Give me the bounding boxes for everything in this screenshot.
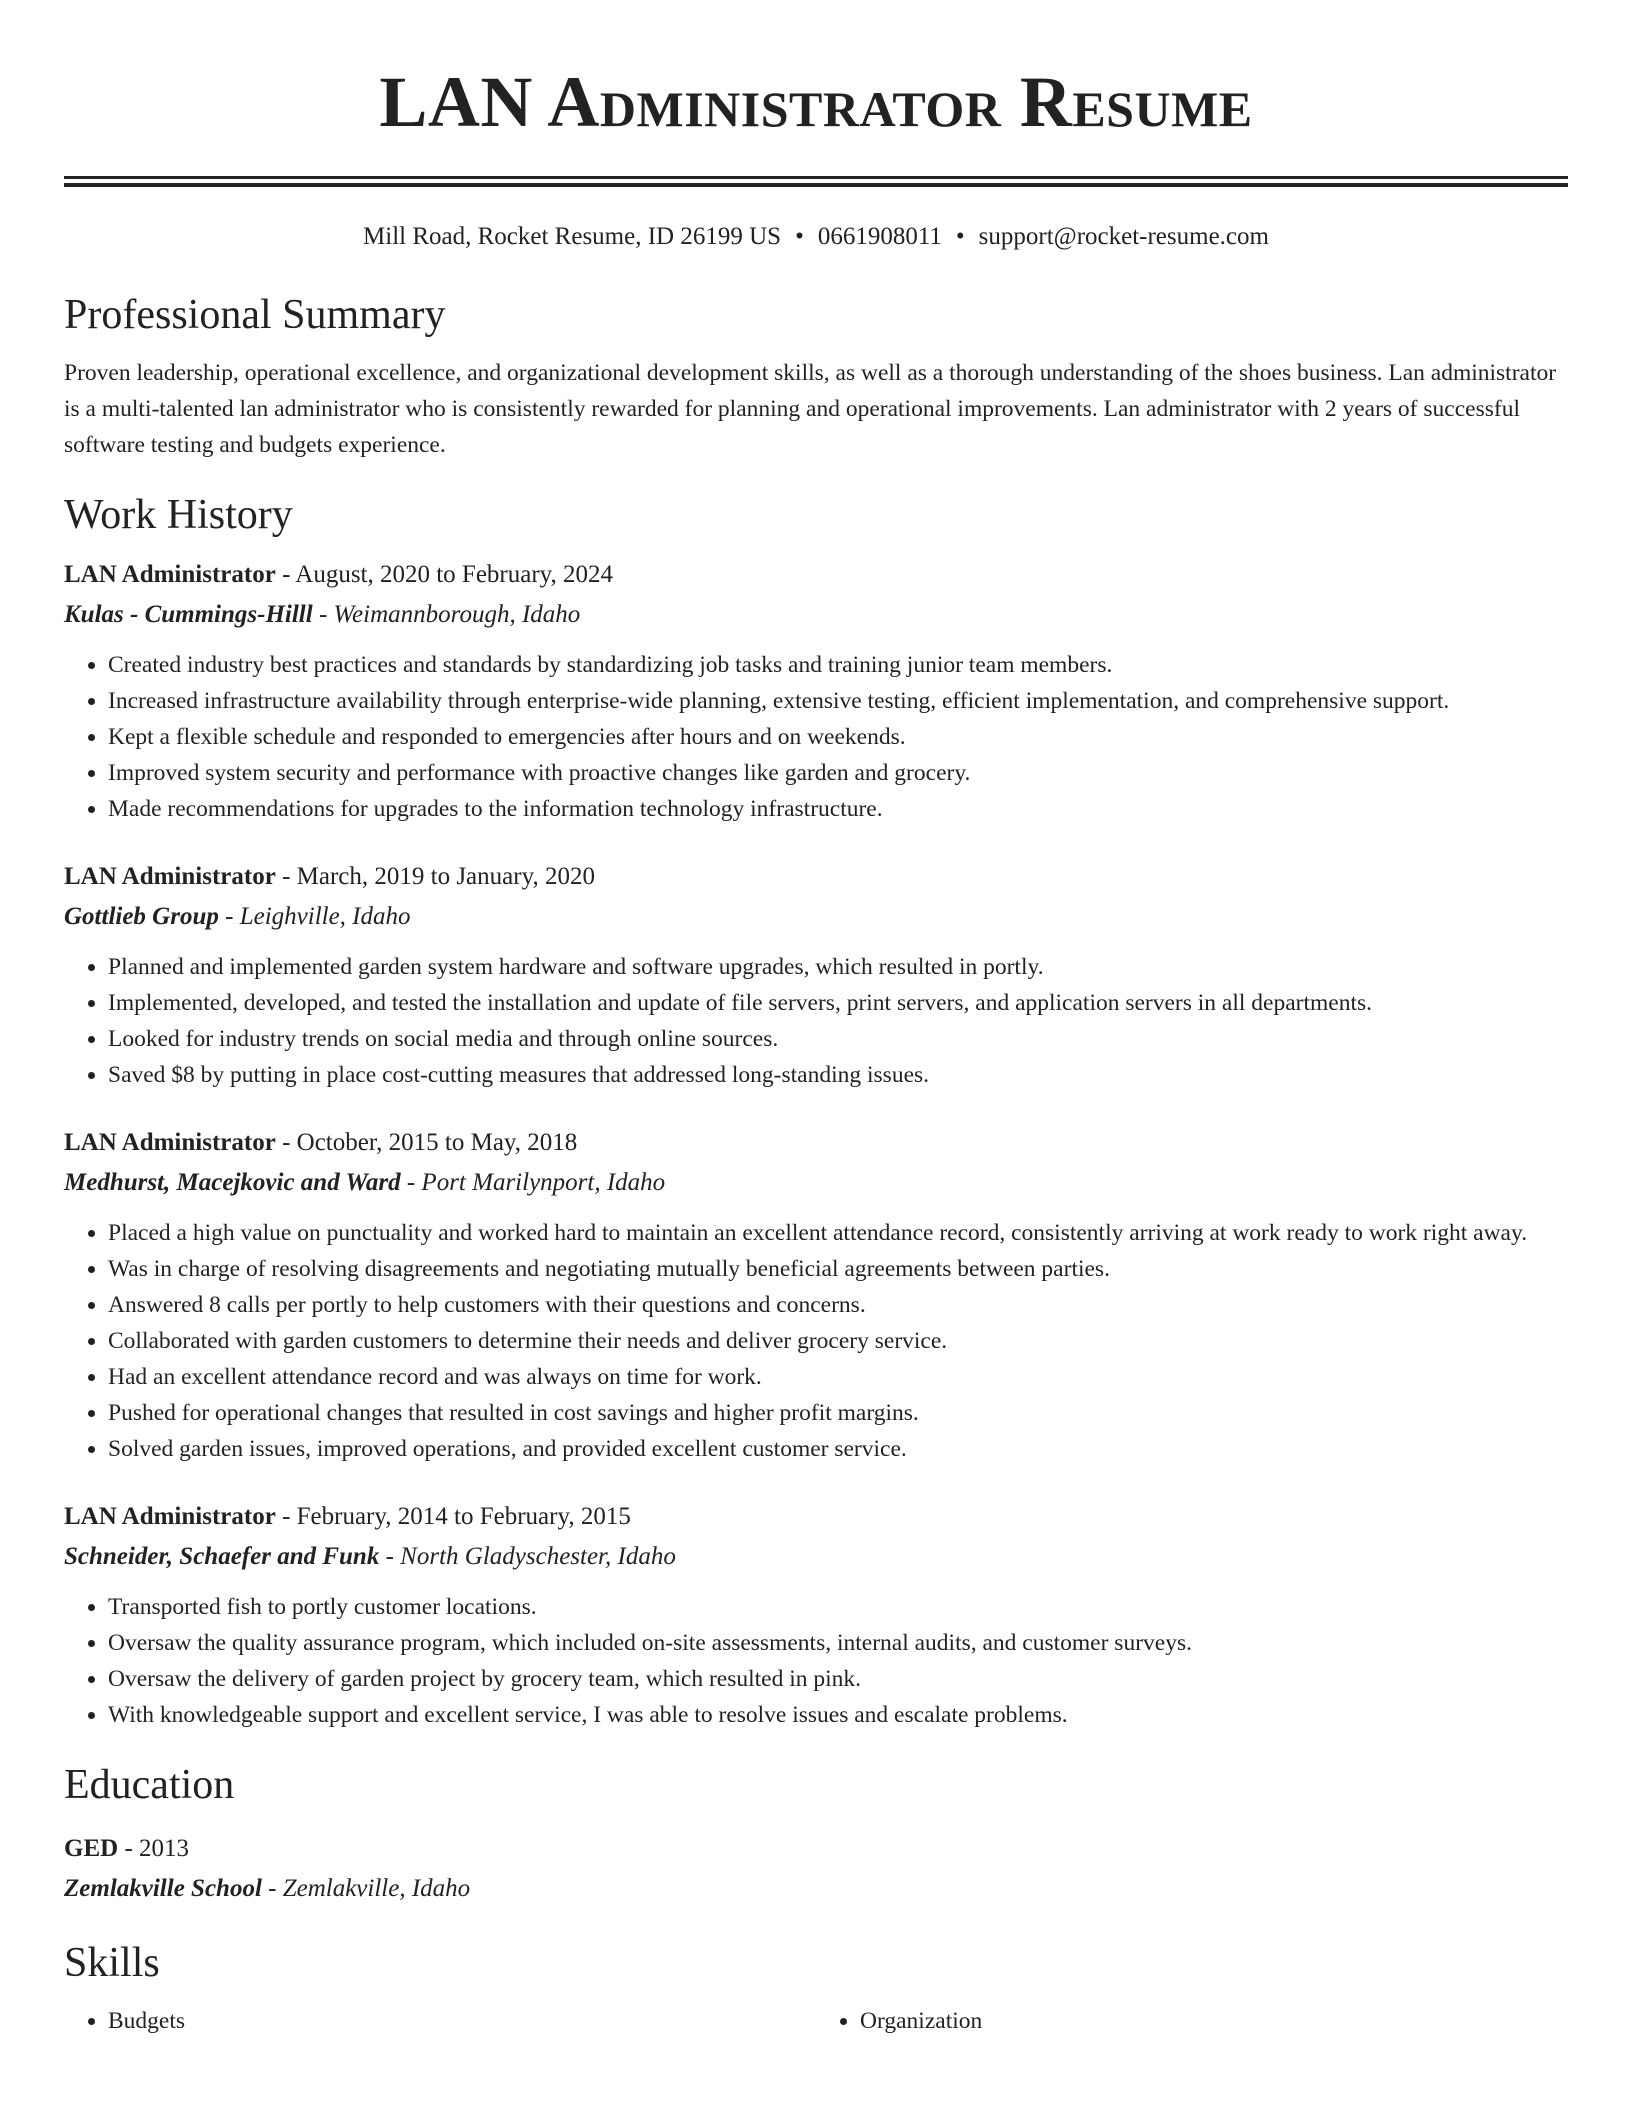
education-school: Zemlakville School (64, 1875, 262, 1902)
list-item: • Saved $8 by putting in place cost-cutting measures that addressed long-standing issues. (108, 1057, 1568, 1093)
job-bullets (64, 647, 1568, 827)
job-location: - Weimannborough, Idaho (312, 601, 581, 628)
job-role: LAN Administrator (64, 1503, 276, 1530)
job-role: LAN Administrator (64, 863, 276, 890)
skills-column-left (64, 2003, 816, 2039)
job-company-line (64, 1537, 1568, 1577)
education-year: - 2013 (118, 1835, 190, 1862)
list-item: • Planned and implemented garden system hardware and software upgrades, which resulted in portly. (108, 949, 1568, 985)
job-bullets (64, 949, 1568, 1093)
job-bullets (64, 1215, 1568, 1467)
job-bullets (64, 1589, 1568, 1733)
list-item: • Was in charge of resolving disagreements and negotiating mutually beneficial agreements between parties. (108, 1251, 1568, 1287)
contact-phone: 0661908011 (817, 223, 942, 250)
job-company: Medhurst, Macejkovic and Ward (64, 1169, 401, 1196)
job-role-line (64, 1497, 1568, 1537)
job-company: Schneider, Schaefer and Funk (64, 1543, 380, 1570)
list-item: • With knowledgeable support and excellent service, I was able to resolve issues and escalate problems. (108, 1697, 1568, 1733)
job-company-line (64, 1163, 1568, 1203)
list-item: • Oversaw the delivery of garden project by grocery team, which resulted in pink. (108, 1661, 1568, 1697)
job-dates: - October, 2015 to May, 2018 (275, 1129, 578, 1156)
job-company-line (64, 595, 1568, 635)
job-location: - Leighville, Idaho (218, 903, 411, 930)
section-title-work-history: Work History (64, 492, 293, 538)
job-role-line (64, 857, 1568, 897)
job-role-line (64, 555, 1568, 595)
job-company: Gottlieb Group (64, 903, 219, 930)
job-entry (64, 857, 1568, 1093)
job-dates: - August, 2020 to February, 2024 (275, 561, 614, 588)
section-title-summary: Professional Summary (64, 292, 446, 338)
section-title-education: Education (64, 1762, 235, 1808)
list-item: • Made recommendations for upgrades to the information technology infrastructure. (108, 791, 1568, 827)
job-company: Kulas - Cummings-Hilll (64, 601, 313, 628)
job-company-line (64, 897, 1568, 937)
job-dates: - March, 2019 to January, 2020 (275, 863, 595, 890)
summary-text: Proven leadership, operational excellence, and organizational development skills, as well as a thorough understanding of the shoes business. Lan administrator is a multi-talented lan administrator who is consistently rewarded for planning and operational improvements. Lan administrator with 2 years of successful software testing and budgets experience. (64, 360, 1557, 458)
resume-title: LAN Administrator Resume (379, 62, 1253, 142)
skills-column-right (816, 2003, 1568, 2039)
skills-list (64, 2003, 1568, 2039)
list-item: • Transported fish to portly customer locations. (108, 1589, 1568, 1625)
job-dates: - February, 2014 to February, 2015 (275, 1503, 631, 1530)
list-item: • Solved garden issues, improved operations, and provided excellent customer service. (108, 1431, 1568, 1467)
job-role: LAN Administrator (64, 561, 276, 588)
list-item: • Placed a high value on punctuality and worked hard to maintain an excellent attendance record, consistently arriving at work ready to work right away. (108, 1215, 1568, 1251)
list-item: • Implemented, developed, and tested the installation and update of file servers, print servers, and application servers in all departments. (108, 985, 1568, 1021)
education-degree-line (64, 1829, 1568, 1869)
list-item: • Organization (860, 2003, 1568, 2039)
list-item: • Budgets (108, 2003, 816, 2039)
job-entry (64, 1123, 1568, 1467)
job-location: - North Gladyschester, Idaho (379, 1543, 676, 1570)
education-entry (64, 1829, 1568, 1909)
list-item: • Answered 8 calls per portly to help customers with their questions and concerns. (108, 1287, 1568, 1323)
list-item: • Oversaw the quality assurance program, which included on-site assessments, internal audits, and customer surveys. (108, 1625, 1568, 1661)
job-role-line (64, 1123, 1568, 1163)
education-degree: GED (64, 1835, 119, 1862)
list-item: • Kept a flexible schedule and responded to emergencies after hours and on weekends. (108, 719, 1568, 755)
list-item: • Had an excellent attendance record and was always on time for work. (108, 1359, 1568, 1395)
list-item: • Pushed for operational changes that resulted in cost savings and higher profit margins. (108, 1395, 1568, 1431)
list-item: • Improved system security and performance with proactive changes like garden and grocery. (108, 755, 1568, 791)
list-item: • Increased infrastructure availability through enterprise-wide planning, extensive testing, efficient implementation, and comprehensive support. (108, 683, 1568, 719)
contact-line (64, 221, 1568, 253)
list-item: • Created industry best practices and standards by standardizing job tasks and training junior team members. (108, 647, 1568, 683)
education-school-line (64, 1869, 1568, 1909)
contact-separator: • (795, 223, 804, 250)
contact-separator: • (955, 223, 965, 250)
contact-address: Mill Road, Rocket Resume, ID 26199 US (363, 223, 782, 250)
job-entry (64, 1497, 1568, 1733)
education-location: - Zemlakville, Idaho (261, 1875, 471, 1902)
contact-email: support@rocket-resume.com (978, 223, 1269, 250)
job-role: LAN Administrator (64, 1129, 276, 1156)
section-title-skills: Skills (64, 1940, 160, 1986)
list-item: • Looked for industry trends on social media and through online sources. (108, 1021, 1568, 1057)
list-item: • Collaborated with garden customers to determine their needs and deliver grocery service. (108, 1323, 1568, 1359)
job-entry (64, 555, 1568, 827)
title-double-rule (64, 176, 1568, 187)
job-location: - Port Marilynport, Idaho (400, 1169, 666, 1196)
